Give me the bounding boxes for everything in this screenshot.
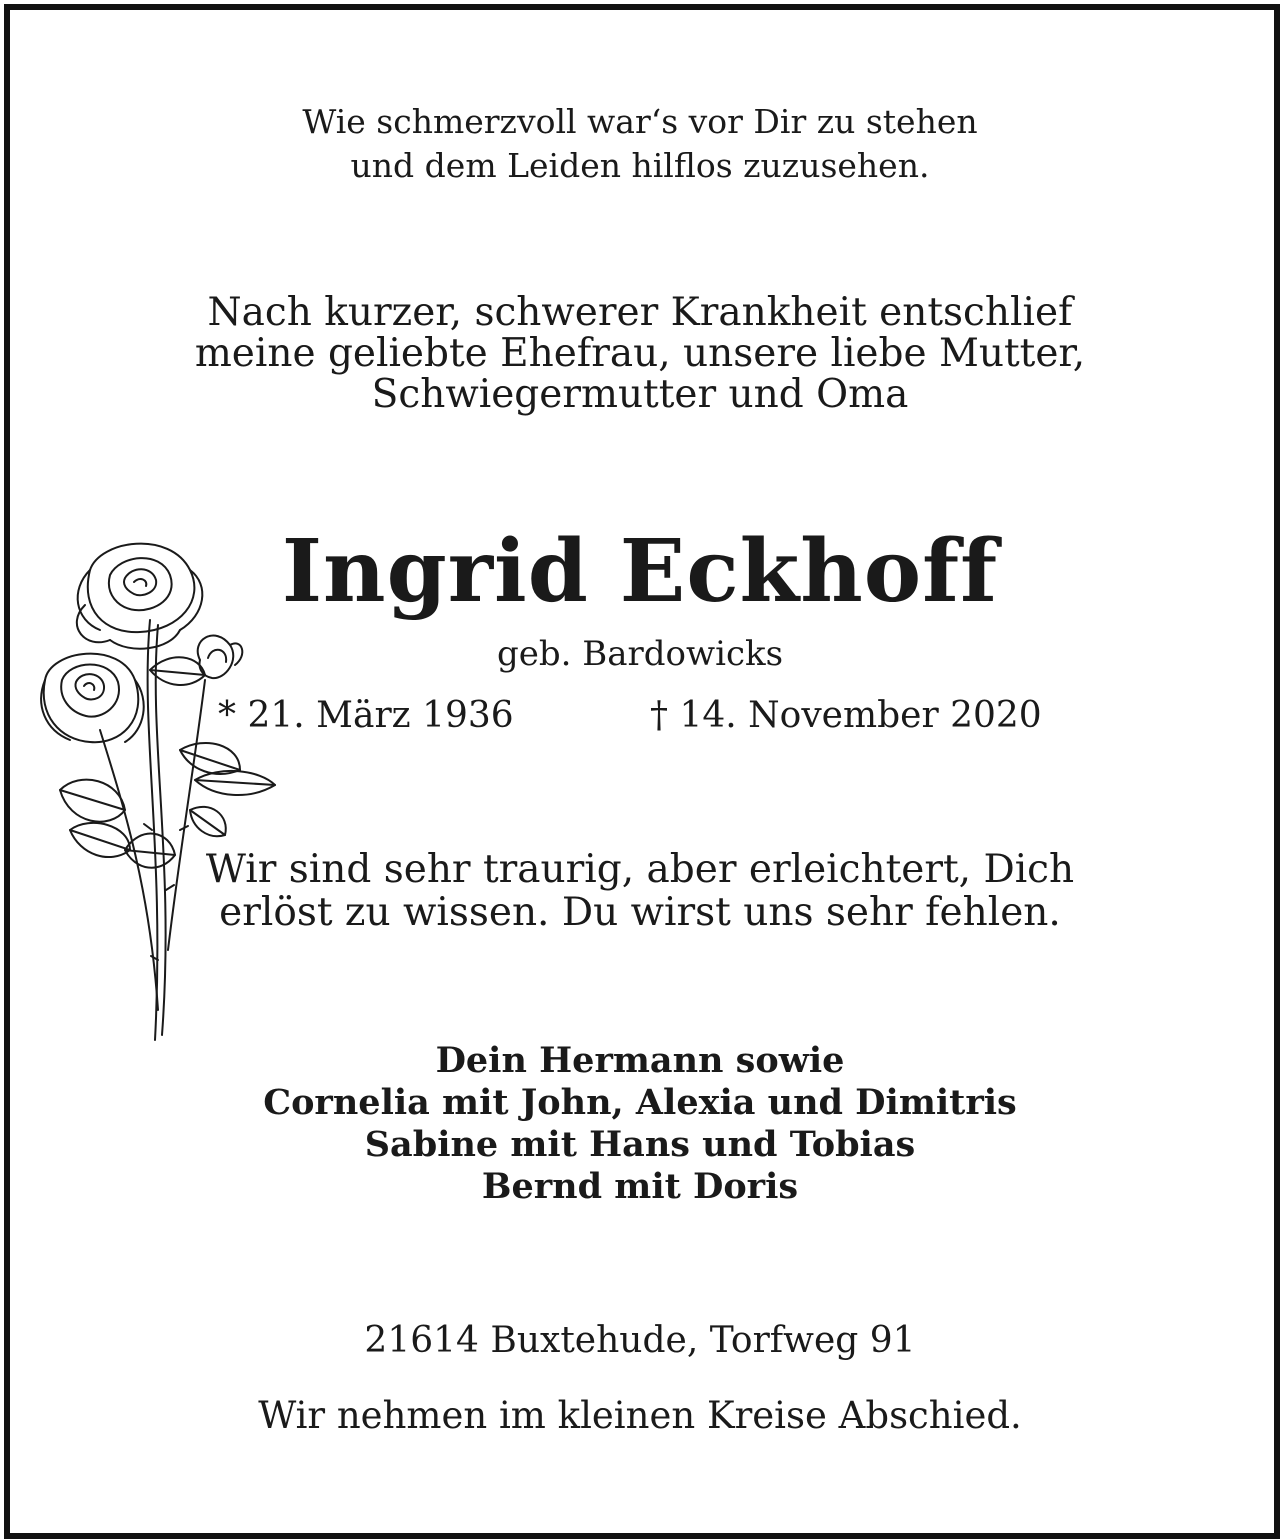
death-date: † 14. November 2020	[650, 695, 1042, 736]
verse-line-1: Wie schmerzvoll war‘s vor Dir zu stehen	[302, 102, 978, 141]
address: 21614 Buxtehude, Torfweg 91	[364, 1320, 916, 1361]
deceased-name: Ingrid Eckhoff	[281, 521, 999, 622]
family-line-1: Dein Hermann sowie	[435, 1040, 845, 1081]
farewell-note: Wir nehmen im kleinen Kreise Abschied.	[258, 1394, 1022, 1437]
intro-line-1: Nach kurzer, schwerer Krankheit entschlief	[207, 290, 1073, 335]
intro-line-3: Schwiegermutter und Oma	[371, 372, 909, 417]
maiden-name: geb. Bardowicks	[496, 634, 784, 674]
message-line-1: Wir sind sehr traurig, aber erleichtert, Dich	[205, 847, 1075, 892]
message-line-2: erlöst zu wissen. Du wirst uns sehr fehlen.	[219, 890, 1061, 935]
intro-text	[0, 292, 1280, 415]
family-line-3: Sabine mit Hans und Tobias	[364, 1124, 916, 1165]
intro-line-2: meine geliebte Ehefrau, unsere liebe Mutter,	[194, 331, 1086, 376]
life-dates	[0, 692, 1280, 740]
family-signatures	[0, 1040, 1280, 1208]
condolence-message	[0, 848, 1280, 934]
verse-line-2: und dem Leiden hilflos zuzusehen.	[350, 146, 930, 185]
birth-date: * 21. März 1936	[218, 695, 514, 736]
verse	[0, 100, 1280, 188]
family-line-4: Bernd mit Doris	[481, 1166, 799, 1207]
family-line-2: Cornelia mit John, Alexia und Dimitris	[263, 1082, 1017, 1123]
